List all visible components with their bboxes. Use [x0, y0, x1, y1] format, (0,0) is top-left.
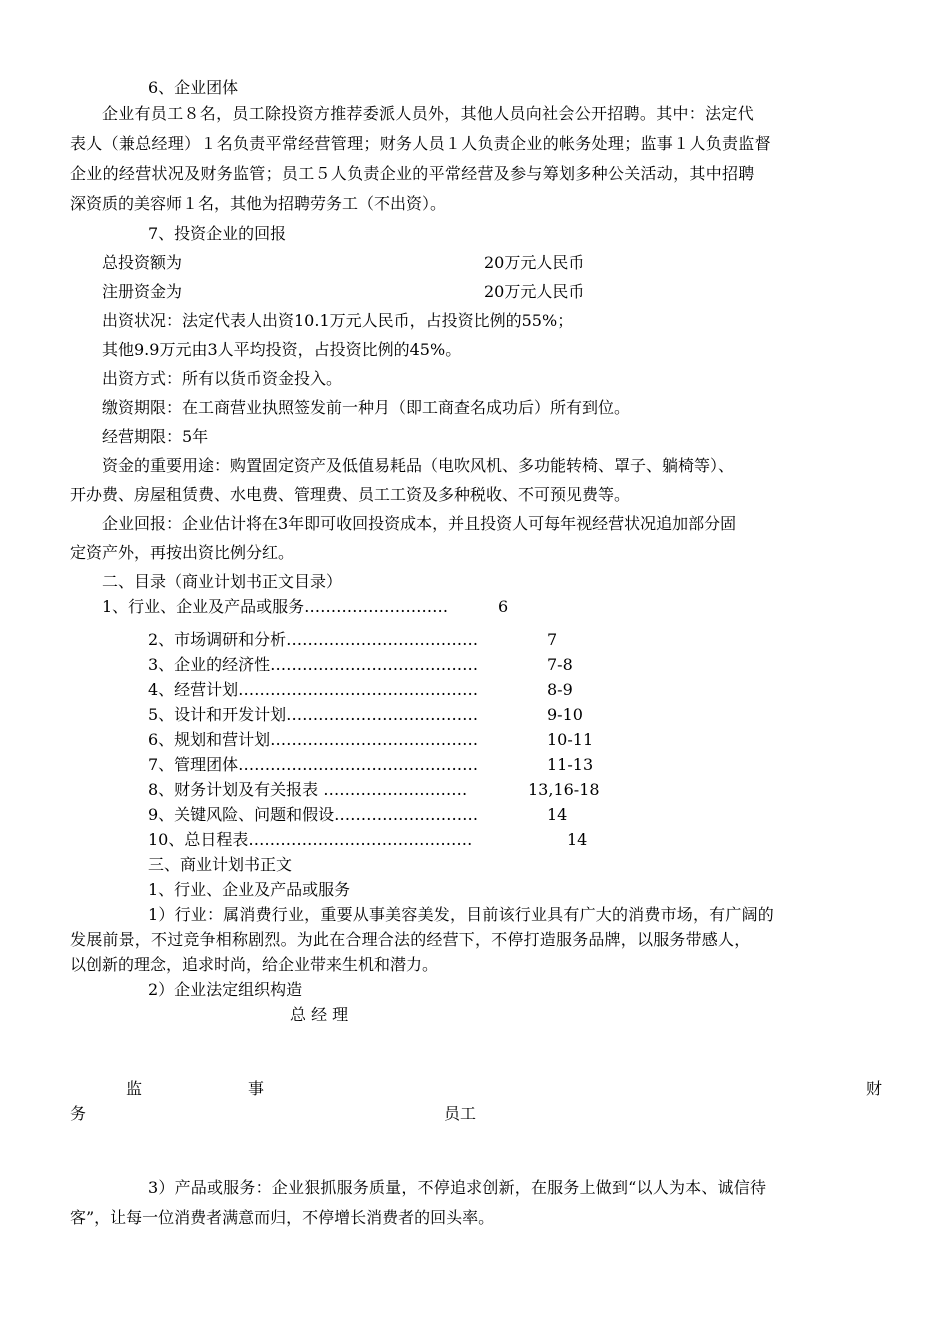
toc-item: 2、市场调研和分析……………………………… — [148, 630, 479, 649]
section-heading-team: 6、企业团体 — [148, 78, 239, 97]
toc-heading: 二、目录（商业计划书正文目录） — [102, 572, 343, 591]
registered-capital-label: 注册资金为 — [102, 282, 183, 301]
toc-page-number: 6 — [498, 597, 509, 616]
toc-page-number: 10-11 — [547, 730, 594, 749]
toc-item: 10、总日程表…………………………………… — [148, 830, 473, 849]
toc-item: 5、设计和开发计划……………………………… — [148, 705, 479, 724]
return-line: 定资产外，再按出资比例分红。 — [70, 543, 295, 562]
industry-line: 1）行业：属消费行业，重要从事美容美发，目前该行业具有广大的消费市场，有广阔的 — [148, 905, 774, 924]
fund-use-line: 资金的重要用途：购置固定资产及低值易耗品（电吹风机、多功能转椅、罩子、躺椅等）、 — [102, 456, 735, 475]
paragraph-line: 企业有员工８名，员工除投资方推荐委派人员外，其他人员向社会公开招聘。其中：法定代 — [102, 104, 755, 123]
org-supervisor-char: 监 — [126, 1079, 143, 1098]
industry-line: 发展前景，不过竞争相称剧烈。为此在合理合法的经营下，不停打造服务品牌，以服务带感人， — [70, 930, 751, 949]
toc-item: 4、经营计划……………………………………… — [148, 680, 479, 699]
toc-page-number: 11-13 — [547, 755, 594, 774]
toc-page-number: 8-9 — [547, 680, 573, 699]
toc-page-number: 14 — [547, 805, 568, 824]
industry-line: 以创新的理念，追求时尚，给企业带来生机和潜力。 — [70, 955, 439, 974]
toc-page-number: 14 — [567, 830, 588, 849]
org-finance-char: 务 — [70, 1104, 87, 1123]
body-heading: 三、商业计划书正文 — [148, 855, 293, 874]
section-heading-return: 7、投资企业的回报 — [148, 224, 287, 243]
org-supervisor-char: 事 — [248, 1079, 265, 1098]
toc-page-number: 7-8 — [547, 655, 573, 674]
contribution-line: 出资状况：法定代表人出资10.1万元人民币，占投资比例的55%； — [102, 311, 574, 330]
toc-item: 1、行业、企业及产品或服务……………………… — [102, 597, 449, 616]
org-finance-char: 财 — [866, 1079, 883, 1098]
org-staff: 员工 — [444, 1104, 477, 1123]
org-general-manager: 总 经 理 — [290, 1005, 349, 1024]
payment-deadline: 缴资期限：在工商营业执照签发前一种月（即工商查名成功后）所有到位。 — [102, 398, 631, 417]
paragraph-line: 企业的经营状况及财务监管；员工５人负责企业的平常经营及参与筹划多种公关活动，其中招聘 — [70, 164, 755, 183]
toc-item: 7、管理团体……………………………………… — [148, 755, 479, 774]
product-line: 客”，让每一位消费者满意而归，不停增长消费者的回头率。 — [70, 1208, 495, 1227]
operating-term: 经营期限：5年 — [102, 427, 209, 446]
org-heading: 2）企业法定组织构造 — [148, 980, 303, 999]
toc-item: 3、企业的经济性………………………………… — [148, 655, 479, 674]
paragraph-line: 表人（兼总经理）１名负责平常经营管理；财务人员１人负责企业的帐务处理；监事１人负责监督 — [70, 134, 771, 153]
contribution-line: 其他9.9万元由3人平均投资，占投资比例的45%。 — [102, 340, 462, 359]
toc-page-number: 7 — [547, 630, 558, 649]
toc-item: 8、财务计划及有关报表 ……………………… — [148, 780, 468, 799]
registered-capital-value: 20万元人民币 — [484, 282, 585, 301]
fund-use-line: 开办费、房屋租赁费、水电费、管理费、员工工资及多种税收、不可预见费等。 — [70, 485, 631, 504]
toc-item: 9、关键风险、问题和假设……………………… — [148, 805, 479, 824]
return-line: 企业回报：企业估计将在3年即可收回投资成本，并且投资人可每年视经营状况追加部分固 — [102, 514, 737, 533]
total-investment-value: 20万元人民币 — [484, 253, 585, 272]
paragraph-line: 深资质的美容师１名，其他为招聘劳务工（不出资）。 — [70, 194, 447, 213]
toc-item: 6、规划和营计划………………………………… — [148, 730, 479, 749]
body-subheading: 1、行业、企业及产品或服务 — [148, 880, 351, 899]
contribution-method: 出资方式：所有以货币资金投入。 — [102, 369, 343, 388]
toc-page-number: 13,16-18 — [528, 780, 600, 799]
total-investment-label: 总投资额为 — [102, 253, 183, 272]
product-line: 3）产品或服务：企业狠抓服务质量，不停追求创新，在服务上做到“以人为本、诚信待 — [148, 1178, 767, 1197]
toc-page-number: 9-10 — [547, 705, 583, 724]
